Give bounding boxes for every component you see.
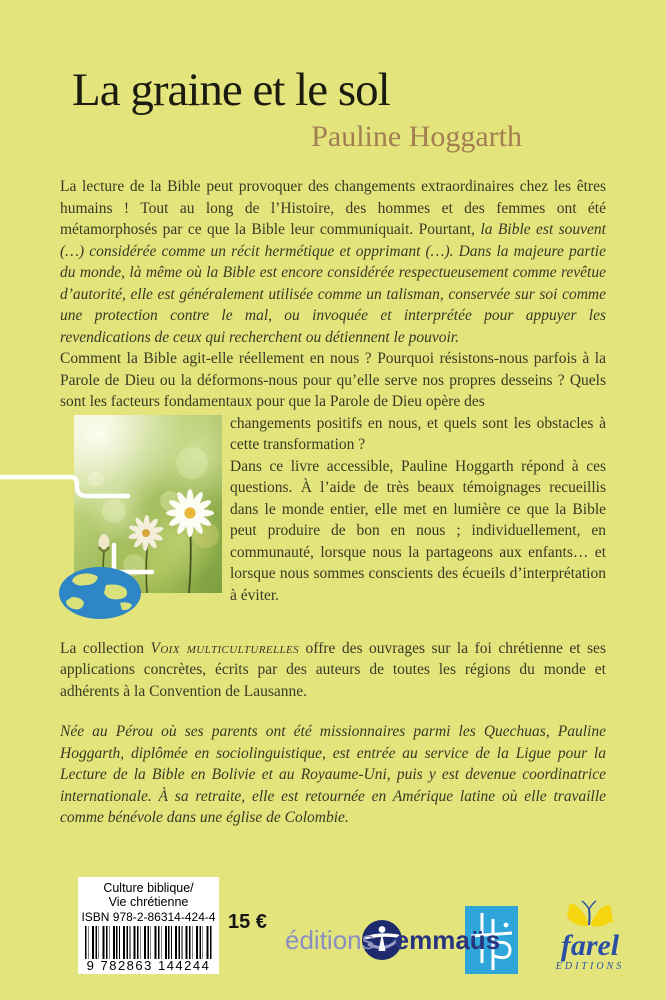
paragraph-collection	[60, 638, 606, 703]
price-label: 15 €	[228, 911, 267, 933]
cover-content	[60, 64, 606, 829]
collection-name: Voix multiculturelles	[150, 639, 300, 657]
globe-cross-icon	[50, 541, 170, 623]
editions-emmaus-logo	[285, 919, 500, 961]
photo-wrap-block	[60, 413, 606, 625]
farel-editions-logo	[539, 897, 641, 972]
back-cover-text	[60, 176, 606, 829]
emmaus-prefix-label: éditions	[285, 924, 375, 955]
category-line-2: Vie chrétienne	[108, 895, 189, 909]
book-author: Pauline Hoggarth	[311, 120, 522, 153]
collection-pre-text: La collection	[60, 639, 151, 657]
intro-quote-text: la Bible est souvent (…) considérée comme un récit hermétique et opprimant (…). Dans la majeure partie du monde, là même où la Bible est encore considérée respectueusement comme revêtue d’autorité, elle est généralement utilisée comme un talisman, conservée sur soi comme une protection contre le mal, ou invoquée et interprétée pour appuyer les revendications de ceux qui recherchent ou détiennent le pouvoir.	[60, 221, 606, 346]
isbn-number: ISBN 978-2-86314-424-4	[81, 910, 216, 924]
paragraph-questions-wrap: changements positifs en nous, et quels sont les obstacles à cette transformation ?	[230, 414, 606, 453]
paragraph-book-description: Dans ce livre accessible, Pauline Hoggarth répond à ces questions. À l’aide de très beaux témoignages recueillis dans le monde entier, elle met en lumière ce que la Bible peut produire de bon en nous ; individuellement, en communauté, lorsque nous la partageons aux enfants… et lorsque nous sommes conscients des écueils d’interprétation à éviter.	[230, 457, 606, 604]
paragraph-questions-head: Comment la Bible agit-elle réellement en nous ? Pourquoi résistons-nous parfois à la Parole de Dieu ou la déformons-nous pour qu’elle serve nos propres desseins ? Quels sont les facteurs fondamentaux pour que la Parole de Dieu opère des	[60, 350, 606, 410]
book-title: La graine et le sol	[72, 64, 390, 116]
farel-editions-label: EDITIONS	[555, 961, 625, 972]
category-line-1: Culture biblique/	[103, 881, 194, 895]
paragraph-author-bio: Née au Pérou où ses parents ont été missionnaires parmi les Quechuas, Pauline Hoggarth, diplômée en sociolinguistique, est entrée au service de la Ligue pour la Lecture de la Bible en Bolivie et au Royaume-Uni, puis y est devenue coordinatrice internationale. À sa retraite, elle est retournée en Amérique latine où elle travaille comme bénévole dans une église de Colombie.	[60, 723, 606, 826]
decorative-line	[0, 464, 150, 510]
emmaus-name-label: emmaüs	[394, 924, 501, 955]
barcode	[85, 926, 212, 959]
barcode-box	[78, 877, 219, 974]
farel-name-label: farel	[560, 929, 620, 962]
barcode-digits: 9 782863 144244	[86, 958, 211, 973]
paragraph-intro	[60, 176, 606, 348]
intro-roman-text: La lecture de la Bible peut provoquer des changements extraordinaires chez les êtres humains ! Tout au long de l’Histoire, des hommes et des femmes ont été métamorphosés par ce que la Bible leur communiquait. Pourtant,	[60, 178, 606, 238]
photo-block	[60, 415, 230, 623]
collection-post-text: offre des ouvrages sur la foi chrétienne et ses applications concrètes, écrits par des auteurs de toutes les régions du monde et adhérents à la Convention de Lausanne.	[60, 639, 606, 700]
